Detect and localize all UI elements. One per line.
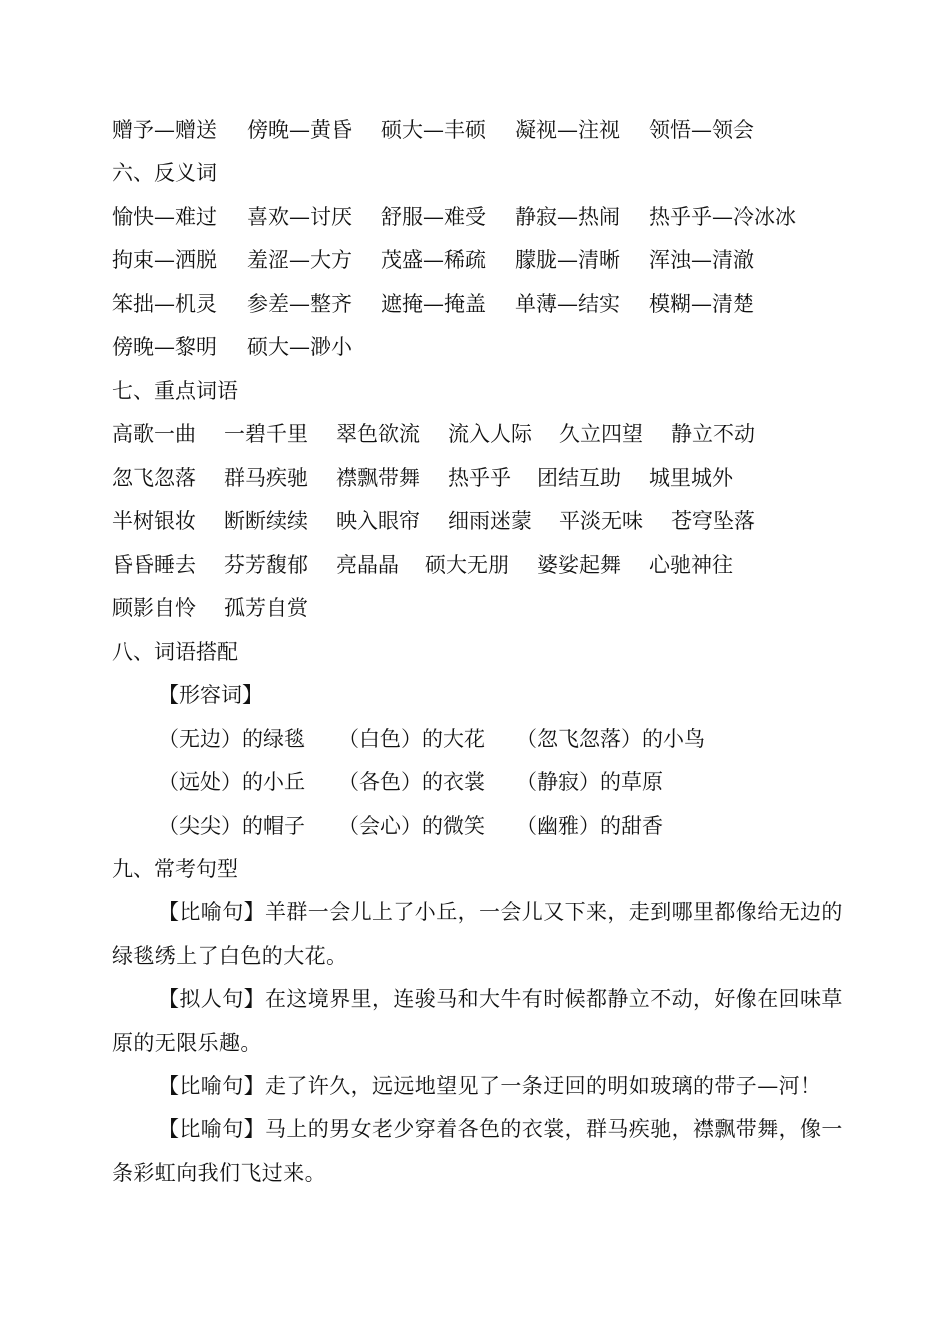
collocation-phrase: （会心）的微笑 bbox=[338, 814, 485, 838]
sentence-paragraph bbox=[112, 978, 852, 1065]
key-word: 热乎乎 bbox=[448, 466, 511, 490]
collocation-phrase: （幽雅）的甜香 bbox=[516, 814, 663, 838]
key-word: 细雨迷蒙 bbox=[448, 509, 532, 533]
key-word: 翠色欲流 bbox=[336, 422, 420, 446]
word-pair: 领悟—领会 bbox=[649, 118, 754, 142]
key-word: 襟飘带舞 bbox=[336, 466, 420, 490]
key-word: 心驰神往 bbox=[649, 553, 733, 577]
word-pair: 热乎乎—冷冰冰 bbox=[649, 205, 796, 229]
sentence-type-tag: 【比喻句】 bbox=[158, 900, 265, 924]
word-pair: 羞涩—大方 bbox=[247, 248, 352, 272]
section-heading-key-words: 七、重点词语 bbox=[112, 379, 238, 403]
word-pair: 浑浊—清澈 bbox=[649, 248, 754, 272]
key-word: 一碧千里 bbox=[224, 422, 308, 446]
key-word: 团结互助 bbox=[537, 466, 621, 490]
key-word: 流入人际 bbox=[448, 422, 532, 446]
key-word: 孤芳自赏 bbox=[224, 596, 308, 620]
word-pair: 喜欢—讨厌 bbox=[247, 205, 352, 229]
key-word: 昏昏睡去 bbox=[112, 553, 196, 577]
key-word: 硕大无朋 bbox=[425, 553, 509, 577]
key-word: 半树银妆 bbox=[112, 509, 196, 533]
key-word: 顾影自怜 bbox=[112, 596, 196, 620]
word-pair: 单薄—结实 bbox=[515, 292, 620, 316]
word-pair: 笨拙—机灵 bbox=[112, 292, 217, 316]
word-pair: 静寂—热闹 bbox=[515, 205, 620, 229]
word-pair: 茂盛—稀疏 bbox=[381, 248, 486, 272]
word-pair: 朦胧—清晰 bbox=[515, 248, 620, 272]
word-pair: 愉快—难过 bbox=[112, 205, 217, 229]
key-word: 映入眼帘 bbox=[336, 509, 420, 533]
key-word: 芬芳馥郁 bbox=[224, 553, 308, 577]
key-word: 群马疾驰 bbox=[224, 466, 308, 490]
key-word: 平淡无味 bbox=[559, 509, 643, 533]
word-pair: 傍晚—黎明 bbox=[112, 335, 217, 359]
word-pair: 赠予—赠送 bbox=[112, 118, 217, 142]
section-heading-sentences: 九、常考句型 bbox=[112, 857, 238, 881]
key-word: 忽飞忽落 bbox=[112, 466, 196, 490]
sentence-type-tag: 【比喻句】 bbox=[158, 1074, 265, 1098]
key-word: 静立不动 bbox=[671, 422, 755, 446]
key-word: 城里城外 bbox=[649, 466, 733, 490]
word-pair: 遮掩—掩盖 bbox=[381, 292, 486, 316]
key-word: 苍穹坠落 bbox=[671, 509, 755, 533]
word-pair: 拘束—洒脱 bbox=[112, 248, 217, 272]
sentence-type-tag: 【比喻句】 bbox=[158, 1117, 265, 1141]
sentence-text: 走了许久，远远地望见了一条迂回的明如玻璃的带子—河！ bbox=[265, 1074, 822, 1098]
sentence-type-tag: 【拟人句】 bbox=[158, 987, 265, 1011]
collocation-phrase: （各色）的衣裳 bbox=[338, 770, 485, 794]
sentence-text: 羊群一会儿上了小丘，一会儿又下来，走到哪里都像给无边的绿毯绣上了白色的大花。 bbox=[112, 900, 843, 968]
key-word: 亮晶晶 bbox=[336, 553, 399, 577]
key-word: 久立四望 bbox=[559, 422, 643, 446]
collocation-phrase: （静寂）的草原 bbox=[516, 770, 663, 794]
collocation-phrase: （忽飞忽落）的小鸟 bbox=[516, 727, 705, 751]
word-pair: 凝视—注视 bbox=[515, 118, 620, 142]
sentence-paragraph bbox=[112, 1108, 852, 1195]
sentence-text: 马上的男女老少穿着各色的衣裳，群马疾驰，襟飘带舞，像一条彩虹向我们飞过来。 bbox=[112, 1117, 843, 1185]
word-pair: 舒服—难受 bbox=[381, 205, 486, 229]
word-pair: 傍晚—黄昏 bbox=[247, 118, 352, 142]
subheading-adjective: 【形容词】 bbox=[158, 683, 263, 707]
word-pair: 参差—整齐 bbox=[247, 292, 352, 316]
sentence-paragraph bbox=[112, 1065, 852, 1109]
sentence-text: 在这境界里，连骏马和大牛有时候都静立不动，好像在回味草原的无限乐趣。 bbox=[112, 987, 843, 1055]
collocation-phrase: （尖尖）的帽子 bbox=[158, 814, 305, 838]
section-heading-collocation: 八、词语搭配 bbox=[112, 640, 238, 664]
word-pair: 模糊—清楚 bbox=[649, 292, 754, 316]
collocation-phrase: （无边）的绿毯 bbox=[158, 727, 305, 751]
sentence-paragraph bbox=[112, 891, 852, 978]
key-word: 断断续续 bbox=[224, 509, 308, 533]
section-heading-antonyms: 六、反义词 bbox=[112, 161, 217, 185]
key-word: 高歌一曲 bbox=[112, 422, 196, 446]
collocation-phrase: （白色）的大花 bbox=[338, 727, 485, 751]
word-pair: 硕大—丰硕 bbox=[381, 118, 486, 142]
word-pair: 硕大—渺小 bbox=[247, 335, 352, 359]
collocation-phrase: （远处）的小丘 bbox=[158, 770, 305, 794]
key-word: 婆娑起舞 bbox=[537, 553, 621, 577]
